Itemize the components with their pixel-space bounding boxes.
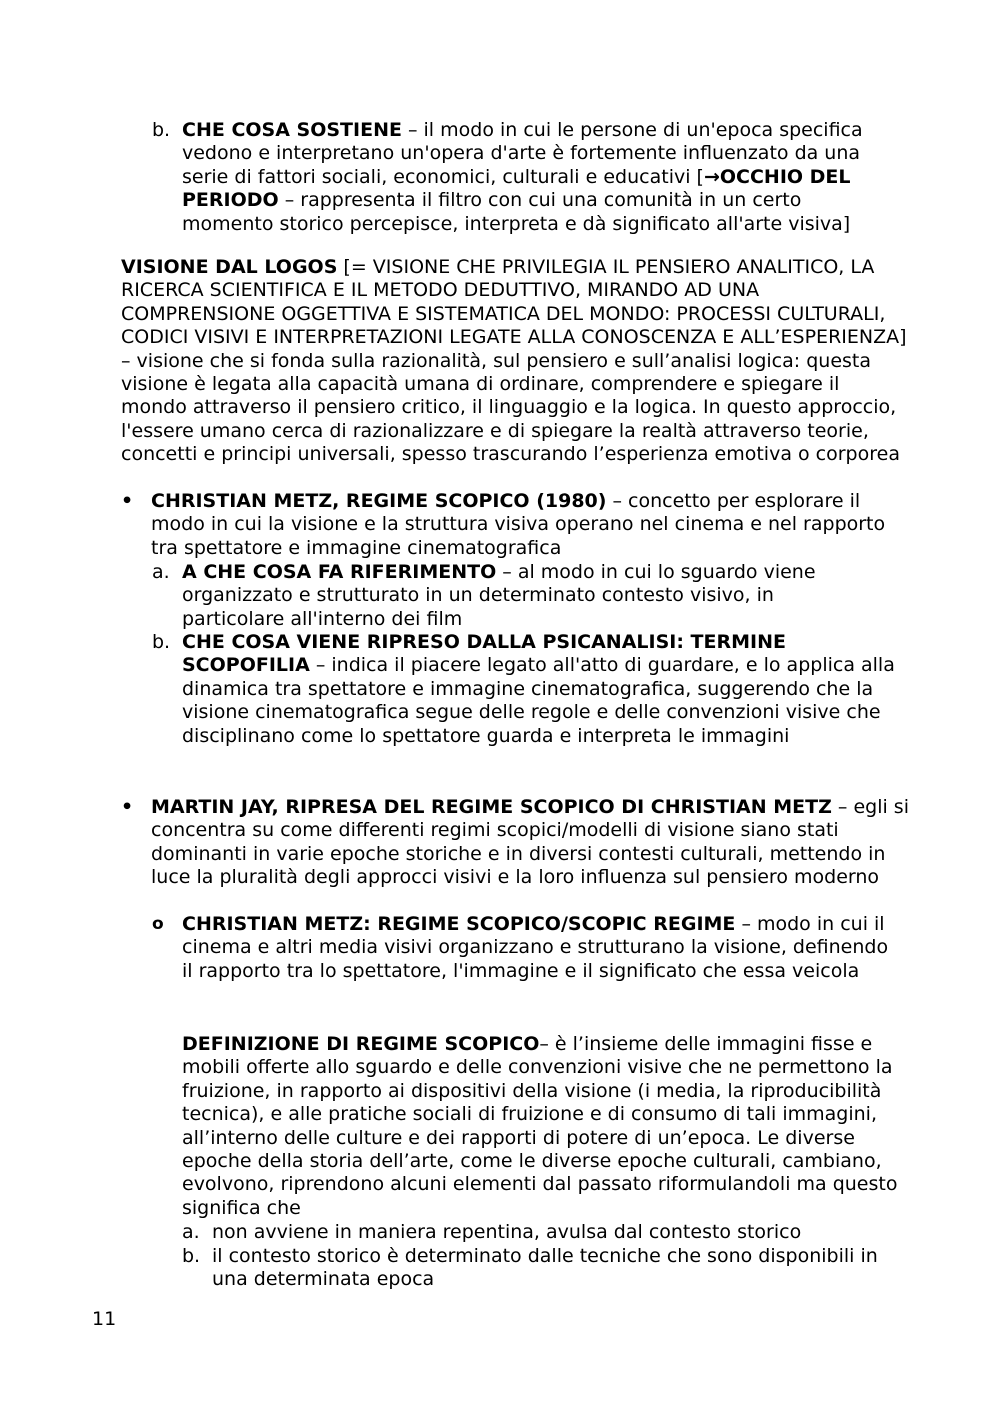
body-text: – egli si concentra su come differenti regimi scopici/modelli di visione siano stati dominanti in varie epoche storiche e in diversi contesti culturali, mettendo in luce la pluralità degli approcci visivi e la loro influenza sul pensiero moderno: [151, 796, 909, 889]
bullet-icon: •: [121, 490, 134, 512]
bullet-item-metz: [121, 490, 911, 560]
body-text: – indica il piacere legato all'atto di guardare, e lo applica alla dinamica tra spettatore e immagine cinematografica, suggerendo che la visione cinematografica segue delle regole e delle convenzioni visive che disciplinano come lo spettatore guarda e interpreta le immagini: [182, 654, 895, 747]
section-heading: VISIONE DAL LOGOS: [121, 256, 338, 278]
bullet-item-jay: [121, 796, 911, 890]
term-heading: CHRISTIAN METZ: REGIME SCOPICO/SCOPIC REGIME: [182, 913, 736, 935]
arrow-right-icon: →: [703, 165, 720, 188]
term-heading: CHRISTIAN METZ, REGIME SCOPICO (1980): [151, 490, 607, 512]
list-marker: b.: [152, 119, 171, 141]
list-item-b-contesto: [182, 1245, 902, 1292]
list-marker: b.: [182, 1245, 201, 1267]
term-heading: A CHE COSA FA RIFERIMENTO: [182, 561, 497, 583]
list-item-a-repentina: [182, 1221, 902, 1244]
body-text: il contesto storico è determinato dalle tecniche che sono disponibili in una determinata epoca: [212, 1245, 878, 1291]
list-marker: a.: [182, 1221, 200, 1243]
term-heading: DEFINIZIONE DI REGIME SCOPICO: [182, 1033, 540, 1055]
body-text: – al modo in cui lo sguardo viene organizzato e strutturato in un determinato contesto visivo, in particolare all'interno dei film: [182, 561, 816, 630]
term-heading: CHE COSA SOSTIENE: [182, 119, 402, 141]
body-text: – modo in cui il cinema e altri media visivi organizzano e strutturano la visione, definendo il rapporto tra lo spettatore, l'immagine e il significato che essa veicola: [182, 913, 889, 982]
body-text: [= VISIONE CHE PRIVILEGIA IL PENSIERO ANALITICO, LA RICERCA SCIENTIFICA E IL METODO DEDUTTIVO, MIRANDO AD UNA COMPRENSIONE OGGETTIVA E SISTEMATICA DEL MONDO: PROCESSI CULTURALI, CODICI VISIVI E INTERPRETAZIONI LEGATE ALLA CONOSCENZA E ALL’ESPERIENZA] – visione che si fonda sulla razionalità, sul pensiero e sull’analisi logica: questa visione è legata alla capacità umana di ordinare, comprendere e spiegare il mondo attraverso il pensiero critico, il linguaggio e la logica. In questo approccio, l'essere umano cerca di razionalizzare e di spiegare la realtà attraverso teorie, concetti e principi universali, spesso trascurando l’esperienza emotiva o corporea: [121, 256, 907, 466]
body-text: – concetto per esplorare il modo in cui la visione e la struttura visiva operano nel cinema e nel rapporto tra spettatore e immagine cinematografica: [151, 490, 886, 559]
circle-bullet-icon: o: [152, 914, 164, 934]
term-heading: OCCHIO DEL PERIODO: [182, 165, 851, 212]
list-marker: b.: [152, 631, 171, 653]
list-item-b-psicanalisi: [152, 631, 907, 748]
term-heading: MARTIN JAY, RIPRESA DEL REGIME SCOPICO DI CHRISTIAN METZ: [151, 796, 832, 818]
list-item-b-sostiene: [152, 119, 882, 236]
body-text: – rappresenta il filtro con cui una comunità in un certo momento storico percepisce, interpreta e dà significato all'arte visiva]: [182, 189, 851, 235]
term-heading: CHE COSA VIENE RIPRESO DALLA PSICANALISI: TERMINE SCOPOFILIA: [182, 631, 786, 677]
page-number: 11: [92, 1308, 117, 1330]
bullet-icon: •: [121, 796, 134, 818]
paragraph-definizione: [182, 1033, 912, 1220]
body-text: – il modo in cui le persone di un'epoca specifica vedono e interpretano un'opera d'arte è fortemente influenzato da una serie di fattori sociali, economici, culturali e educativi [: [182, 119, 863, 188]
body-text: non avviene in maniera repentina, avulsa dal contesto storico: [212, 1221, 802, 1243]
sub-bullet-scopic-regime: [152, 913, 897, 983]
paragraph-logos: [121, 256, 911, 467]
list-item-a-riferimento: [152, 561, 872, 631]
list-marker: a.: [152, 561, 170, 583]
body-text: – è l’insieme delle immagini fisse e mobili offerte allo sguardo e delle convenzioni visive che ne permettono la fruizione, in rapporto ai dispositivi della visione (i media, la riproducibilità tecnica), e alle pratiche sociali di fruizione e di consumo di tali immagini, all’interno delle culture e dei rapporti di potere di un’epoca. Le diverse epoche della storia dell’arte, come le diverse epoche culturali, cambiano, evolvono, riprendono alcuni elementi dal passato riformulandoli ma questo significa che: [182, 1033, 898, 1219]
